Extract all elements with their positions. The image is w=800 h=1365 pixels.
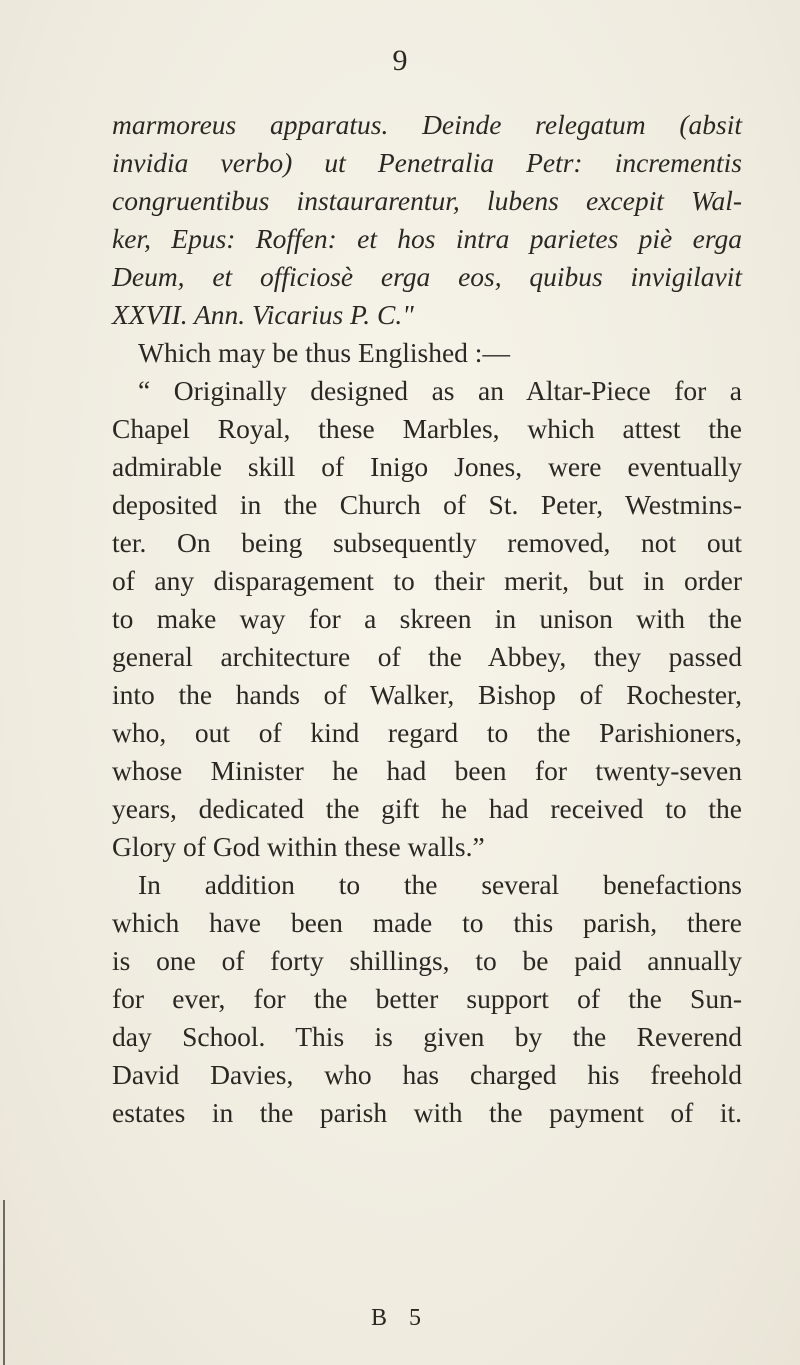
page-edge-line bbox=[3, 1200, 5, 1365]
latin-line: Deum, et officiosè erga eos, quibus invigilavit bbox=[112, 261, 742, 292]
signature-mark: B 5 bbox=[370, 1305, 429, 1331]
translation-line: to make way for a skreen in unison with the bbox=[112, 603, 742, 634]
paragraph-line: which have been made to this parish, there bbox=[112, 907, 742, 938]
paragraph-line: estates in the parish with the payment of it. bbox=[112, 1097, 742, 1128]
english-intro: Which may be thus Englished :— bbox=[138, 337, 510, 368]
page-number: 9 bbox=[392, 44, 408, 77]
latin-line: congruentibus instaurarentur, lubens excepit Wal- bbox=[112, 185, 742, 216]
translation-line: whose Minister he had been for twenty-seven bbox=[112, 755, 742, 786]
latin-line: marmoreus apparatus. Deinde relegatum (absit bbox=[112, 109, 742, 140]
translation-line: who, out of kind regard to the Parishioners, bbox=[112, 717, 742, 748]
translation-line: ter. On being subsequently removed, not out bbox=[112, 527, 742, 558]
paragraph-line: day School. This is given by the Reverend bbox=[112, 1021, 742, 1052]
translation-line: general architecture of the Abbey, they passed bbox=[112, 641, 742, 672]
paragraph-line: is one of forty shillings, to be paid annually bbox=[112, 945, 742, 976]
paragraph-line: In addition to the several benefactions bbox=[138, 869, 742, 900]
paragraph-line: David Davies, who has charged his freehold bbox=[112, 1059, 742, 1090]
translation-line: admirable skill of Inigo Jones, were eventually bbox=[112, 451, 742, 482]
translation-line: Glory of God within these walls.” bbox=[112, 831, 485, 862]
translation-line: years, dedicated the gift he had received to the bbox=[112, 793, 742, 824]
translation-line: of any disparagement to their merit, but in order bbox=[112, 565, 742, 596]
translation-line: into the hands of Walker, Bishop of Rochester, bbox=[112, 679, 742, 710]
translation-line: Chapel Royal, these Marbles, which attest the bbox=[112, 413, 742, 444]
paragraph-line: for ever, for the better support of the Sun- bbox=[112, 983, 742, 1014]
translation-line: “ Originally designed as an Altar-Piece for a bbox=[138, 375, 742, 406]
latin-line: invidia verbo) ut Penetralia Petr: incrementis bbox=[112, 147, 742, 178]
page-text bbox=[112, 106, 742, 1132]
latin-line: ker, Epus: Roffen: et hos intra parietes piè erga bbox=[112, 223, 742, 254]
translation-line: deposited in the Church of St. Peter, Westmins- bbox=[112, 489, 742, 520]
latin-line: XXVII. Ann. Vicarius P. C." bbox=[112, 299, 414, 330]
